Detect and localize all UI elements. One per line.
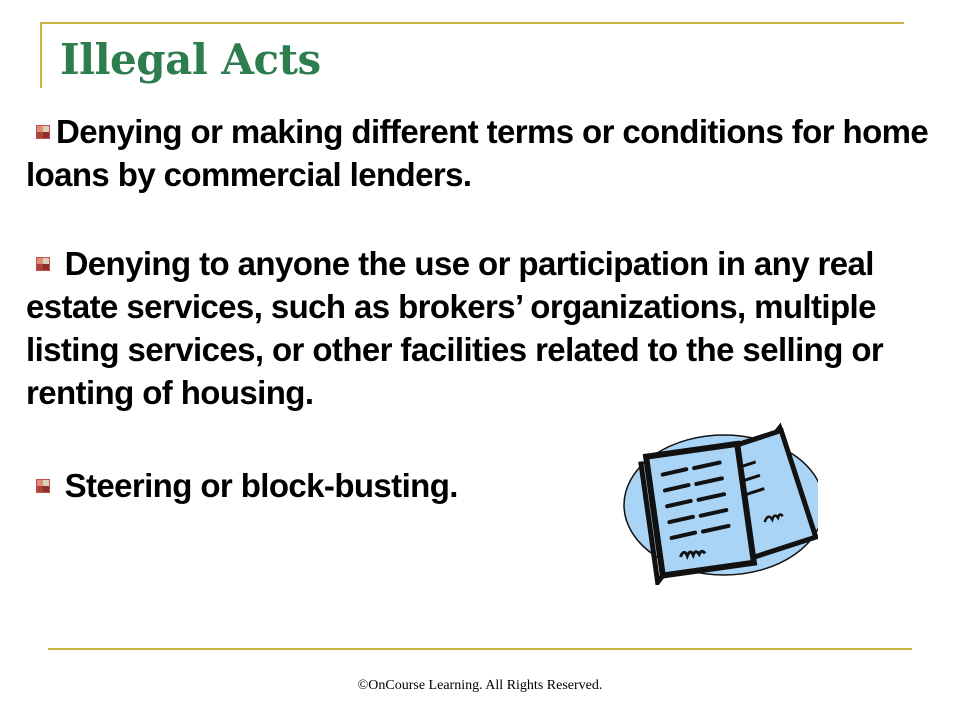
slide-title: Illegal Acts — [60, 35, 321, 84]
square-bullet-icon — [36, 125, 50, 139]
square-bullet-icon — [36, 257, 50, 271]
frame-left-rule — [40, 22, 42, 88]
bullet-text: Denying to anyone the use or participation in any real estate services, such as brokers’ organizations, multiple listing services, or other facilities related to the selling or renting of housing. — [26, 245, 884, 411]
bullet-item — [26, 110, 956, 196]
bullet-item — [26, 242, 956, 414]
bullet-text: Steering or block-busting. — [56, 467, 458, 504]
bullet-text: Denying or making different terms or conditions for home loans by commercial lenders. — [26, 113, 929, 193]
copyright-footer: ©OnCourse Learning. All Rights Reserved. — [357, 678, 603, 693]
footer-rule — [48, 648, 912, 650]
square-bullet-icon — [36, 479, 50, 493]
documents-clipart-icon — [618, 420, 818, 585]
frame-top-rule — [40, 22, 904, 24]
